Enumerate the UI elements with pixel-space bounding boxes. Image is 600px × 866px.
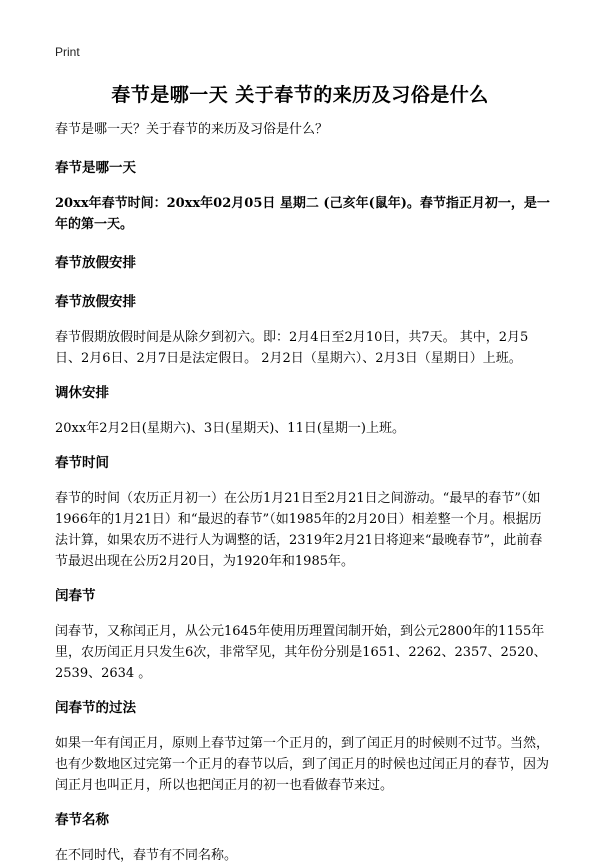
section-body-date: 20xx年春节时间：20xx年02月05日 星期二 (己亥年(鼠年)。春节指正月初一，是一年的第一天。 xyxy=(55,196,550,232)
section-heading-time: 春节时间 xyxy=(55,455,109,471)
print-label: Print xyxy=(55,45,80,59)
section-heading-holiday-2: 春节放假安排 xyxy=(55,294,136,310)
section-heading-date: 春节是哪一天 xyxy=(55,160,136,176)
section-heading-leap: 闰春节 xyxy=(55,588,96,604)
section-body-leap-celebration: 如果一年有闰正月，原则上春节过第一个正月的，到了闰正月的时候则不过节。当然，也有少数地区过完第一个正月的春节以后，到了闰正月的时候也过闰正月的春节，因为闰正月也叫正月，所以也把闰正月的初一也看做春节来过。 xyxy=(55,736,550,793)
section-heading-names: 春节名称 xyxy=(55,812,109,828)
section-body-holiday: 春节假期放假时间是从除夕到初六。即：2月4日至2月10日，共7天。 其中，2月5日、2月6日、2月7日是法定假日。 2月2日（星期六）、2月3日（星期日）上班。 xyxy=(55,330,529,366)
section-heading-leap-celebration: 闰春节的过法 xyxy=(55,700,136,716)
document-body xyxy=(55,119,554,866)
section-heading-adjust: 调休安排 xyxy=(55,385,109,401)
page-title: 春节是哪一天 关于春节的来历及习俗是什么 xyxy=(111,84,489,106)
section-body-names: 在不同时代，春节有不同名称。 xyxy=(55,848,238,863)
section-body-adjust: 20xx年2月2日(星期六)、3日(星期天)、11日(星期一)上班。 xyxy=(55,421,405,436)
section-body-leap: 闰春节，又称闰正月，从公元1645年使用历理置闰制开始，到公元2800年的1155年里，农历闰正月只发生6次，非常罕见，其年份分别是1651、2262、2357、2520、2539、2634 。 xyxy=(55,624,547,681)
section-body-time: 春节的时间（农历正月初一）在公历1月21日至2月21日之间游动。“最早的春节”（如1966年的1月21日）和“最迟的春节”（如1985年的2月20日）相差整一个月。根据历法计算，如果农历不进行人为调整的话，2319年2月21日将迎来“最晚春节”，此前春节最迟出现在公历2月20日，为1920年和1985年。 xyxy=(55,491,543,569)
intro-paragraph: 春节是哪一天？关于春节的来历及习俗是什么？ xyxy=(55,122,329,137)
section-heading-holiday: 春节放假安排 xyxy=(55,255,136,271)
